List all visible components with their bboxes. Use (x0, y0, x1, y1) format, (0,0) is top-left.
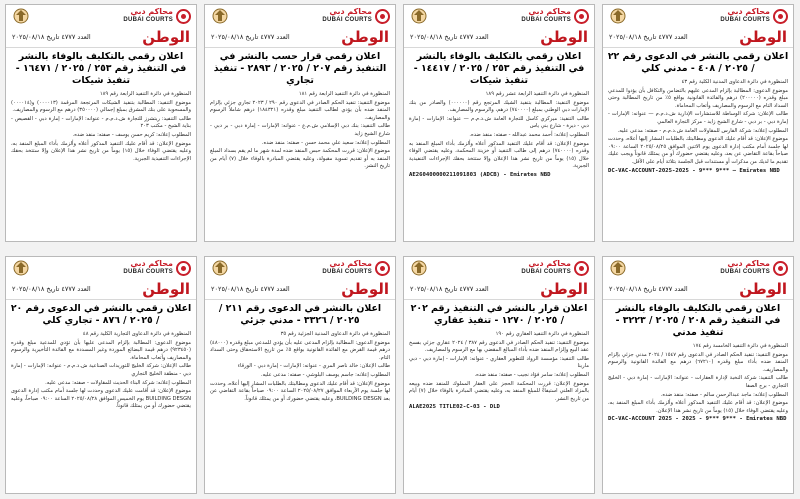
uae-emblem-icon (210, 7, 230, 25)
dubai-courts-mark-icon (375, 9, 390, 24)
notice-paragraph: موضوع الإعلان: قررت المحكمة حبس المنفذ ضده لمدة شهر ما لم يقم بسداد المبلغ المنفذ به أو تقديم تسوية مقبولة، وعليه يقتضي المبادرة بالوفاء خلال (٧) أيام من تاريخ النشر. (210, 148, 390, 170)
notice-paragraph: موضوع الدعوى: المطالبة بإلزام المدعى عليهم بالتضامن والتكافل بأن يؤدوا للمدعي مبلغ وقدره (٢٠٠٠٠٠) درهم والفائدة القانونية بواقع ٥٪ من تاريخ المطالبة وحتى السداد التام مع الرسوم والمصاريف وأتعاب المحاماة. (608, 87, 788, 109)
paper-name: الوطن (341, 28, 389, 46)
card-header (603, 257, 793, 279)
notice-title: اعلان بالنشر في الدعوى رقم ٢١١ / ٢٠٢٥ / ٣٣٢٦ - مدني جزئي (218, 303, 382, 326)
uae-emblem-icon (210, 259, 230, 277)
court-name-en: DUBAI COURTS (123, 269, 173, 275)
notice-card (5, 256, 197, 494)
notice-paragraph: موضوع الإعلان: قررت المحكمة الحجز على العقار المملوك للمنفذ ضده وبيعه بالمزاد العلني استيفاءً للمبلغ المنفذ به، وعليه يقتضي المبادرة بالوفاء خلال (٧) أيام من تاريخ النشر. (409, 380, 589, 402)
paper-name: الوطن (142, 28, 190, 46)
account-code: ALAE2025 TITLE02-C-03 - DLD (409, 404, 500, 411)
card-header (404, 257, 594, 279)
uae-emblem-icon (409, 259, 429, 277)
court-name-ar: محاكم دبي (528, 7, 571, 16)
dubai-courts-logo (720, 8, 788, 24)
court-name-en: DUBAI COURTS (123, 17, 173, 23)
notice-paragraph: موضوع الإعلان: قد أقام عليك الدعوى ومطالبتك بالطلبات المشار إليها أعلاه، وحددت لها جلسة يوم الأربعاء الموافق ٢٠٢٥/٠٨/٢٧ الساعة ٠٩:٠٠ صباحاً بقاعة التقاضي عن بعد BUILDING DESGN، وعليه يقتضي حضورك أو من يمثلك قانوناً. (210, 380, 390, 402)
notice-paragraph: طالب التنفيذ: ريتشرز للتجارة ش.ذ.م.م - عنوانه: الإمارات - إمارة دبي - القصيص - بناية الشيخ - مكتب ٢٠٣ (11, 115, 191, 130)
paper-bar (205, 27, 395, 48)
account-code: DC-VAC-ACCOUNT-2025-2025 - 9*** 9*** — Emirates NBD (608, 167, 780, 174)
notice-paragraph: طالب التنفيذ: ميركري كاسل للتجارة العامة ش.ذ.م.م — عنوانه: الإمارات - إمارة دبي - ديرة - شارع بني ياس (409, 115, 589, 130)
notice-card (204, 256, 396, 494)
paper-name: الوطن (540, 28, 588, 46)
card-header (404, 5, 594, 27)
notice-paragraph: موضوع الدعوى: المطالبة بإلزام المدعى عليه بأن يؤدي للمدعي مبلغ وقدره (٤٨٠٠٠) درهم قيمة القرض مع الفائدة القانونية بواقع ٥٪ من تاريخ الاستحقاق وحتى السداد التام. (210, 339, 390, 361)
court-name-ar: محاكم دبي (329, 259, 372, 268)
notice-title: اعلان رقمي بالتكليف بالوفاء بالنشر في التنفيذ رقم ٢٠٨ / ٢٠٢٥ / ٣٢٢٣ - تنفيذ مدني (615, 303, 781, 338)
notice-title: اعلان رقمي بالتكليف بالوفاء بالنشر في التنفيذ رقم ٢٥٣ / ٢٠٢٥ / ١٦٤٧١ - تنفيذ شيكات (15, 51, 187, 86)
notice-paragraph: طالب التنفيذ: مؤسسة الرواد للتطوير العقاري - عنوانه: الإمارات - إمارة دبي - دبي مارينا (409, 355, 589, 370)
notice-paragraph: المنظورة في دائرة التنفيذ العقاري رقم ١٩٠ (495, 331, 589, 337)
notice-title: اعلان رقمي قرار حسب بالنشر في التنفيذ رقم ٢٠٧ / ٢٠٢٥ / ٢٨٩٣ - تنفيذ تجاري (213, 51, 387, 86)
notice-paragraph: المنظورة في دائرة التنفيذ الرابعة رقم ١٨٩ (99, 91, 191, 97)
notice-card (602, 4, 794, 242)
notice-paragraph: المطلوب إعلانه: كريم حسن يوسف - صفته: منفذ ضده. (72, 131, 191, 138)
court-name-en: DUBAI COURTS (720, 17, 770, 23)
paper-name: الوطن (540, 280, 588, 298)
issue-date: العدد ٤٧٧٧ تاريخ ٢٠٢٥/٠٨/١٨ (12, 33, 91, 41)
notice-paragraph: موضوع الإعلان: قد أقام عليك التنفيذ المذكور أعلاه وألزمك بأداء المبلغ المنفذ به، وعليه يقتضي الوفاء خلال (١٥) يوماً من تاريخ نشر هذا الإعلان وإلا ستتخذ بحقك الإجراءات التنفيذية الجبرية. (11, 140, 192, 162)
issue-date: العدد ٤٧٧٧ تاريخ ٢٠٢٥/٠٨/١٨ (609, 285, 688, 293)
paper-bar (205, 279, 395, 300)
notice-paragraph: المطلوب إعلانه: سعيد علي محمد حسن - صفته: منفذ ضده. (261, 139, 390, 146)
notice-card (602, 256, 794, 494)
notice-paragraph: المطلوب إعلانه: شركة الفارس للمقاولات العامة ش.ذ.م.م - صفته: مدعى عليه. (617, 127, 788, 134)
paper-bar (6, 27, 196, 48)
court-name-ar: محاكم دبي (727, 7, 770, 16)
court-name-ar: محاكم دبي (528, 259, 571, 268)
notice-paragraph: طالب التنفيذ: بنك دبي الإسلامي ش.م.ع - عنوانه: الإمارات - إمارة دبي - بر دبي - شارع الشيخ زايد (210, 123, 390, 137)
notice-paragraph: موضوع التنفيذ: تنفيذ الحكم الصادر في الدعوى رقم ١٥٤٧ / ٢٠٢٤ مدني جزئي بإلزام المنفذ ضده بأداء مبلغ وقدره (٦٧٢١٠) درهم مع الفائدة القانونية والرسوم والمصاريف. (608, 351, 788, 373)
dubai-courts-mark-icon (176, 9, 191, 24)
dubai-courts-logo (123, 260, 191, 276)
notice-paragraph: طالب الإعلان: شركة الوساطة للاستشارات الإدارية ش.ذ.م.م — عنوانه: الإمارات - إمارة دبي - بر دبي - شارع الشيخ زايد - مركز التجارة العالمي (608, 111, 788, 125)
notice-paragraph: موضوع الإعلان: قد أقام عليك الدعوى ومطالبتك بالطلبات المشار إليها أعلاه، وحددت لها جلسة أمام مكتب إدارة الدعوى يوم الاثنين الموافق ٢٠٢٥/٠٨/٢٥ الساعة ٠٩:٠٠ صباحاً بقاعة التقاضي عن بعد، وعليه يقتضي حضورك أو من يمثلك قانوناً ويجب عليك تقديم ما لديك من مذكرات أو مستندات قبل الجلسة بثلاثة أيام على الأقل. (608, 136, 788, 165)
dubai-courts-mark-icon (375, 261, 390, 276)
notice-card (403, 4, 595, 242)
paper-bar (6, 279, 196, 300)
dubai-courts-mark-icon (773, 9, 788, 24)
notice-paragraph: المنظورة في دائرة الدعاوى التجارية الكلية رقم ٤٨ (82, 331, 191, 337)
card-header (603, 5, 793, 27)
notice-card (5, 4, 197, 242)
notice-body (409, 91, 589, 180)
notice-paragraph: طالب الإعلان: شركة الخليج للتوريدات الصناعية ش.ذ.م.م - عنوانه: الإمارات - إمارة دبي - منطقة الخليج التجاري (11, 363, 191, 377)
notice-paragraph: موضوع التنفيذ: تنفيذ الحكم الصادر في الدعوى رقم ٢٩٠ / ٢٠٢٣ تجاري جزئي بإلزام المنفذ ضده بأن يؤدي لطالب التنفيذ مبلغ وقدره (١٨٤٣٢١) درهم شاملاً الرسوم والمصاريف. (210, 99, 391, 121)
dubai-courts-mark-icon (773, 261, 788, 276)
court-name-ar: محاكم دبي (130, 7, 173, 16)
dubai-courts-logo (123, 8, 191, 24)
notice-paragraph: موضوع الإعلان: قد أقامت عليك الدعوى وحددت لها جلسة أمام مكتب إدارة الدعوى BUILDING DESGN يوم الخميس الموافق ٢٠٢٥/٠٨/٢٨ الساعة ٠٩:٠٠ صباحاً، وعليه يقتضي حضورك أو من يمثلك قانوناً. (11, 388, 191, 410)
notice-paragraph: طالب التنفيذ: شركة النخبة لإدارة العقارات - عنوانه: الإمارات - إمارة دبي - الخليج التجاري - برج الصفا (608, 375, 788, 389)
notice-paragraph: المنظورة في دائرة الدعاوى المدنية الجزئية رقم ٣٥ (280, 331, 390, 337)
notice-paragraph: موضوع التنفيذ: تنفيذ الحكم الصادر في الدعوى رقم ٣٨٧ / ٢٠٢٤ عقاري جزئي بفسخ عقد البيع وإلزام المنفذ ضده بأداء المبالغ المقضي بها مع الرسوم والمصاريف. (409, 339, 589, 354)
notice-body (608, 343, 788, 424)
paper-bar (603, 279, 793, 300)
notice-body (11, 91, 191, 163)
notice-paragraph: المطلوب إعلانه: ماجد عبدالرحمن سالم - صفته: منفذ ضده. (660, 391, 788, 398)
notice-paragraph: المطلوب إعلانه: أحمد محمد عبدالله - صفته: منفذ ضده. (469, 131, 589, 138)
notice-body (11, 331, 191, 411)
dubai-courts-mark-icon (574, 261, 589, 276)
paper-name: الوطن (142, 280, 190, 298)
paper-bar (404, 279, 594, 300)
paper-name: الوطن (739, 28, 787, 46)
notice-paragraph: موضوع الإعلان: قد أقام عليك التنفيذ المذكور أعلاه وألزمك بأداء المبلغ المنفذ به وقدره (٧٤٠٠٠٠) درهم إلى طالب التنفيذ أو خزينة المحكمة، وعليه يقتضي الوفاء خلال (١٥) يوماً من تاريخ نشر هذا الإعلان وإلا ستتخذ بحقك الإجراءات التنفيذية الجبرية. (409, 140, 590, 170)
court-name-en: DUBAI COURTS (521, 269, 571, 275)
notice-paragraph: المنظورة في دائرة التنفيذ الخامسة رقم ١٧٤ (692, 343, 788, 349)
notice-card (204, 4, 396, 242)
notice-paragraph: المنظورة في دائرة التنفيذ الرابعة رقم ١٨١ (298, 91, 390, 97)
court-name-en: DUBAI COURTS (322, 269, 372, 275)
notice-body (210, 91, 390, 171)
notice-title: اعلان رقمي بالنشر في الدعوى رقم ٢٢ / ٢٠٢٥ / ٤٠٨ - مدني كلي (607, 51, 789, 74)
uae-emblem-icon (608, 7, 628, 25)
dubai-courts-mark-icon (176, 261, 191, 276)
court-name-ar: محاكم دبي (727, 259, 770, 268)
card-header (205, 257, 395, 279)
issue-date: العدد ٤٧٧٧ تاريخ ٢٠٢٥/٠٨/١٨ (211, 285, 290, 293)
notice-paragraph: موضوع الدعوى: المطالبة بإلزام المدعى عليها بأن تؤدي للمدعية مبلغ وقدره (٩٢٣٤٥٠) درهم قيمة البضائع الموردة وغير المسددة مع الفائدة التأخيرية والرسوم والمصاريف وأتعاب المحاماة. (11, 339, 191, 361)
uae-emblem-icon (11, 259, 31, 277)
notice-paragraph: المطلوب إعلانه: سامر فؤاد نجيب - صفته: منفذ ضده. (474, 371, 589, 378)
notice-title: اعلان قرار بالنشر في التنفيذ رقم ٢٠٢ / ٢٠٢٥ / ١٢٧٠ - تنفيذ عقاري (410, 303, 588, 326)
dubai-courts-logo (322, 260, 390, 276)
uae-emblem-icon (11, 7, 31, 25)
notice-paragraph: موضوع الإعلان: قد أقام عليك التنفيذ المذكور أعلاه وألزمك بأداء المبلغ المنفذ به، وعليه يقتضي الوفاء خلال (١٥) يوماً من تاريخ نشر هذا الإعلان. (608, 400, 788, 414)
uae-emblem-icon (608, 259, 628, 277)
paper-name: الوطن (341, 280, 389, 298)
issue-date: العدد ٤٧٧٧ تاريخ ٢٠٢٥/٠٨/١٨ (410, 285, 489, 293)
notice-title: اعلان رقمي بالتكليف بالوفاء بالنشر في التنفيذ رقم ٢٥٣ / ٢٠٢٥ / ١٤٤١٧ - تنفيذ شيكات (413, 51, 585, 86)
notice-paragraph: المنظورة في دائرة التنفيذ الرابعة عشر رقم ١٨٩ (485, 91, 589, 97)
issue-date: العدد ٤٧٧٧ تاريخ ٢٠٢٥/٠٨/١٨ (12, 285, 91, 293)
dubai-courts-mark-icon (574, 9, 589, 24)
notice-body (608, 79, 788, 175)
court-name-ar: محاكم دبي (329, 7, 372, 16)
notice-paragraph: المطلوب إعلانه: جاسم يوسف البلوشي - صفته: مدعى عليه. (260, 371, 390, 378)
notice-paragraph: موضوع التنفيذ: المطالبة بتنفيذ الشيكات المرتجعة المرقمة (٠٠٠٠١٣) و(٠٠٠٠١٤) والمسحوبة على بنك المشرق بمبلغ إجمالي (٣٥٠٠٠٠) درهم مع الرسوم والمصاريف. (11, 99, 192, 114)
card-header (205, 5, 395, 27)
card-header (6, 257, 196, 279)
paper-name: الوطن (739, 280, 787, 298)
court-name-en: DUBAI COURTS (521, 17, 571, 23)
issue-date: العدد ٤٧٧٧ تاريخ ٢٠٢٥/٠٨/١٨ (211, 33, 290, 41)
notice-card (403, 256, 595, 494)
issue-date: العدد ٤٧٧٧ تاريخ ٢٠٢٥/٠٨/١٨ (410, 33, 489, 41)
notice-body (210, 331, 390, 403)
paper-bar (404, 27, 594, 48)
notice-body (409, 331, 589, 412)
paper-bar (603, 27, 793, 48)
court-name-en: DUBAI COURTS (322, 17, 372, 23)
dubai-courts-logo (521, 8, 589, 24)
issue-date: العدد ٤٧٧٧ تاريخ ٢٠٢٥/٠٨/١٨ (609, 33, 688, 41)
dubai-courts-logo (521, 260, 589, 276)
card-header (6, 5, 196, 27)
account-code: DC-VAC-ACCOUNT 2025 - 2025 - 9*** 9*** - Emirates NBD (608, 416, 787, 423)
dubai-courts-logo (720, 260, 788, 276)
dubai-courts-logo (322, 8, 390, 24)
account-code: AE260400000211091803 (ADCB) - Emirates NBD (409, 171, 551, 178)
uae-emblem-icon (409, 7, 429, 25)
notice-paragraph: موضوع التنفيذ: المطالبة بتنفيذ الشيك المرتجع رقم (٠٠٠٠٠٠) والصادر من بنك الإمارات دبي الوطني بمبلغ (٧٤٠٠٠٠) درهم، والرسوم والمصاريف. (409, 99, 589, 114)
notice-paragraph: المطلوب إعلانه: شركة البناء الحديث للمقاولات - صفته: مدعى عليه. (45, 379, 191, 386)
notice-paragraph: المنظورة في دائرة الدعاوى المدنية الكلية رقم ٤٣ (681, 79, 788, 85)
court-name-en: DUBAI COURTS (720, 269, 770, 275)
notice-title: اعلان رقمي بالنشر في الدعوى رقم ٢٠ / ٢٠٢٥ / ٨٧٦ - تجاري كلي (10, 303, 192, 326)
notice-paragraph: طالب الإعلان: خالد ناصر المري - عنوانه: الإمارات - إمارة دبي - الورقاء (237, 363, 390, 370)
court-name-ar: محاكم دبي (130, 259, 173, 268)
